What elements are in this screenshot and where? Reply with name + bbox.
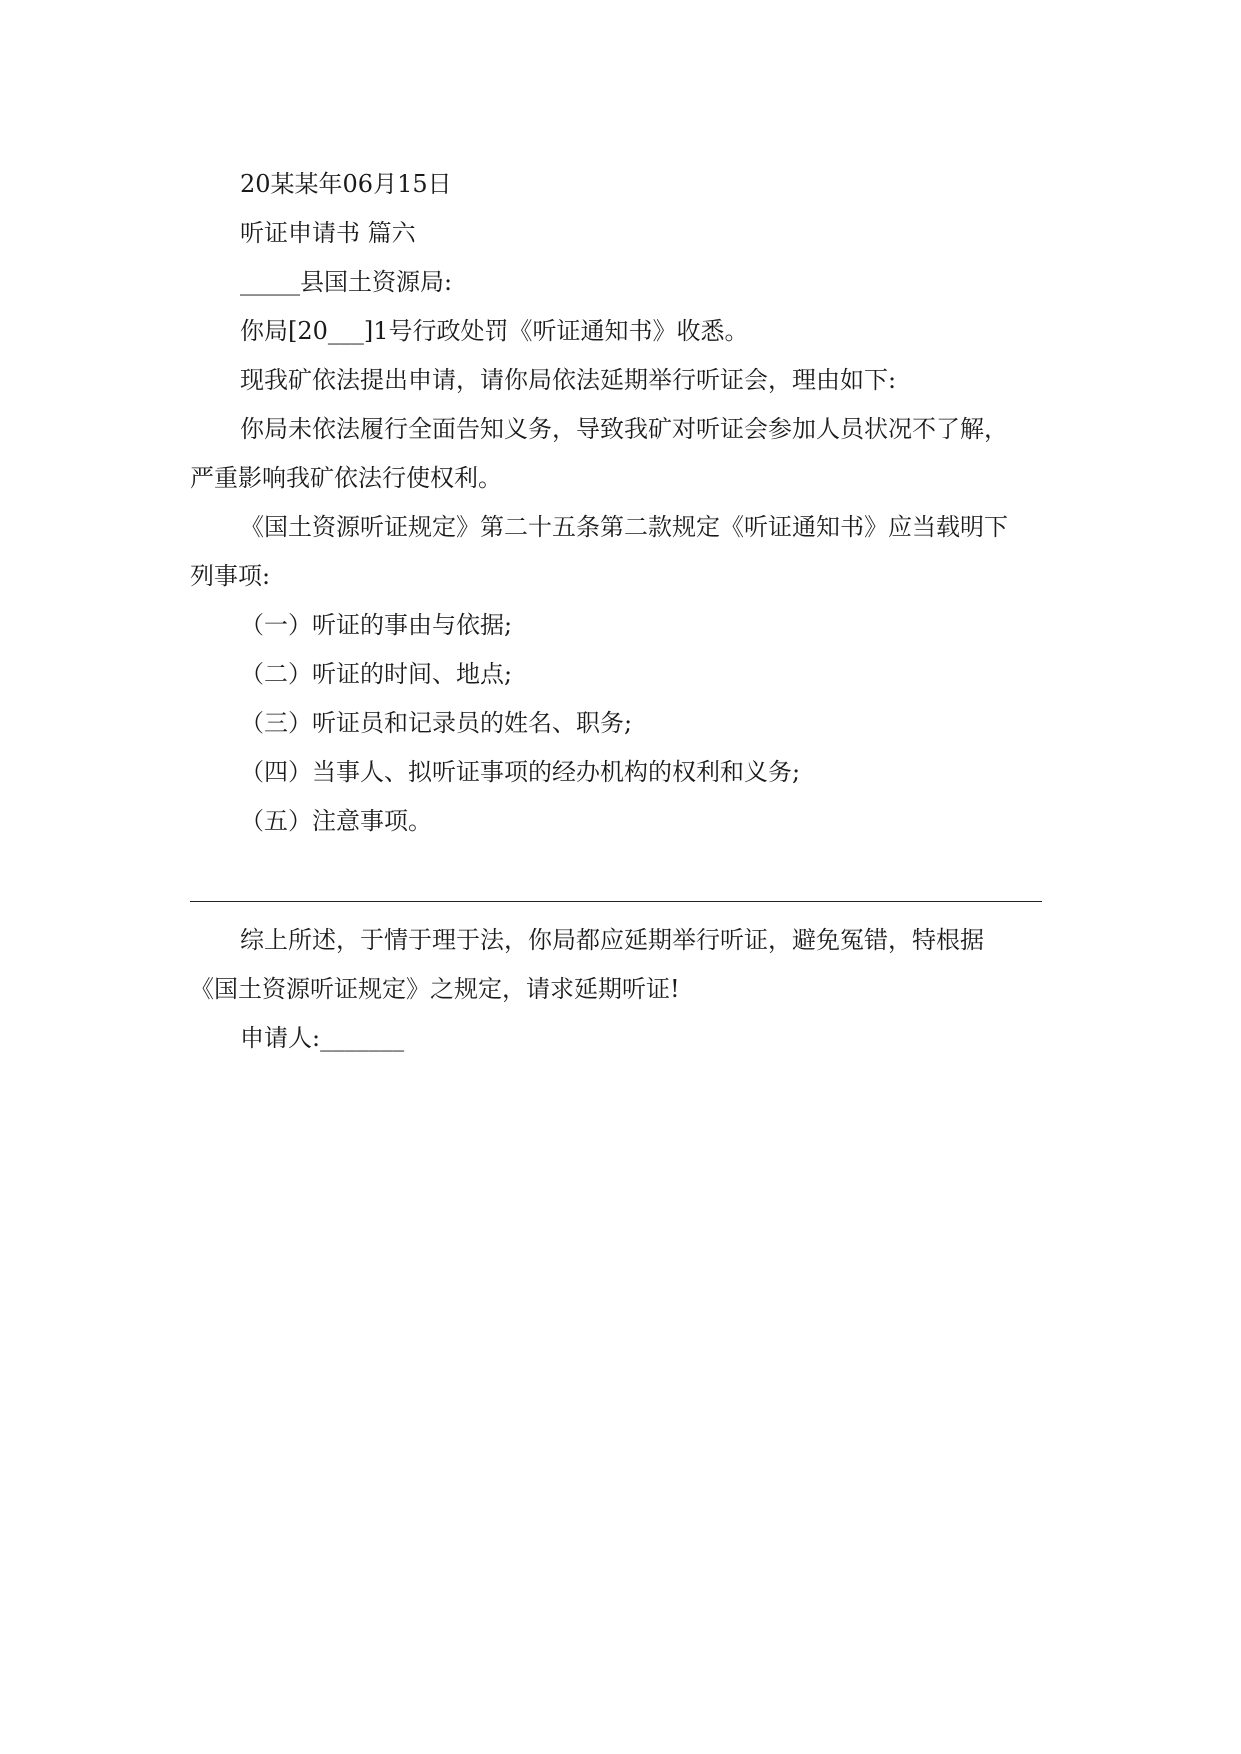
paragraph-receipt: 你局[20___]1号行政处罚《听证通知书》收悉。 (240, 317, 749, 345)
list-item: （一）听证的事由与依据; (240, 611, 513, 639)
paragraph-regulation-line-1: 《国土资源听证规定》第二十五条第二款规定《听证通知书》应当载明下 (240, 513, 1008, 541)
list-item: （三）听证员和记录员的姓名、职务; (240, 709, 633, 737)
conclusion-line-2: 《国土资源听证规定》之规定，请求延期听证! (190, 975, 680, 1003)
paragraph-request: 现我矿依法提出申请，请你局依法延期举行听证会，理由如下: (240, 366, 897, 394)
document-title: 听证申请书 篇六 (240, 219, 416, 247)
list-item: （四）当事人、拟听证事项的经办机构的权利和义务; (240, 758, 801, 786)
applicant-signature-line: 申请人:_______ (240, 1024, 405, 1052)
list-item: （五）注意事项。 (240, 807, 432, 835)
horizontal-divider (190, 901, 1042, 902)
addressee: _____县国土资源局: (240, 268, 453, 296)
paragraph-reason-line-2: 严重影响我矿依法行使权利。 (190, 464, 502, 492)
list-item: （二）听证的时间、地点; (240, 660, 513, 688)
paragraph-regulation-line-2: 列事项: (190, 562, 271, 590)
document-body (190, 160, 1040, 1063)
paragraph-reason-line-1: 你局未依法履行全面告知义务，导致我矿对听证会参加人员状况不了解， (240, 415, 1008, 443)
date-line: 20某某年06月15日 (240, 170, 452, 198)
conclusion-line-1: 综上所述，于情于理于法，你局都应延期举行听证，避免冤错，特根据 (240, 926, 984, 954)
